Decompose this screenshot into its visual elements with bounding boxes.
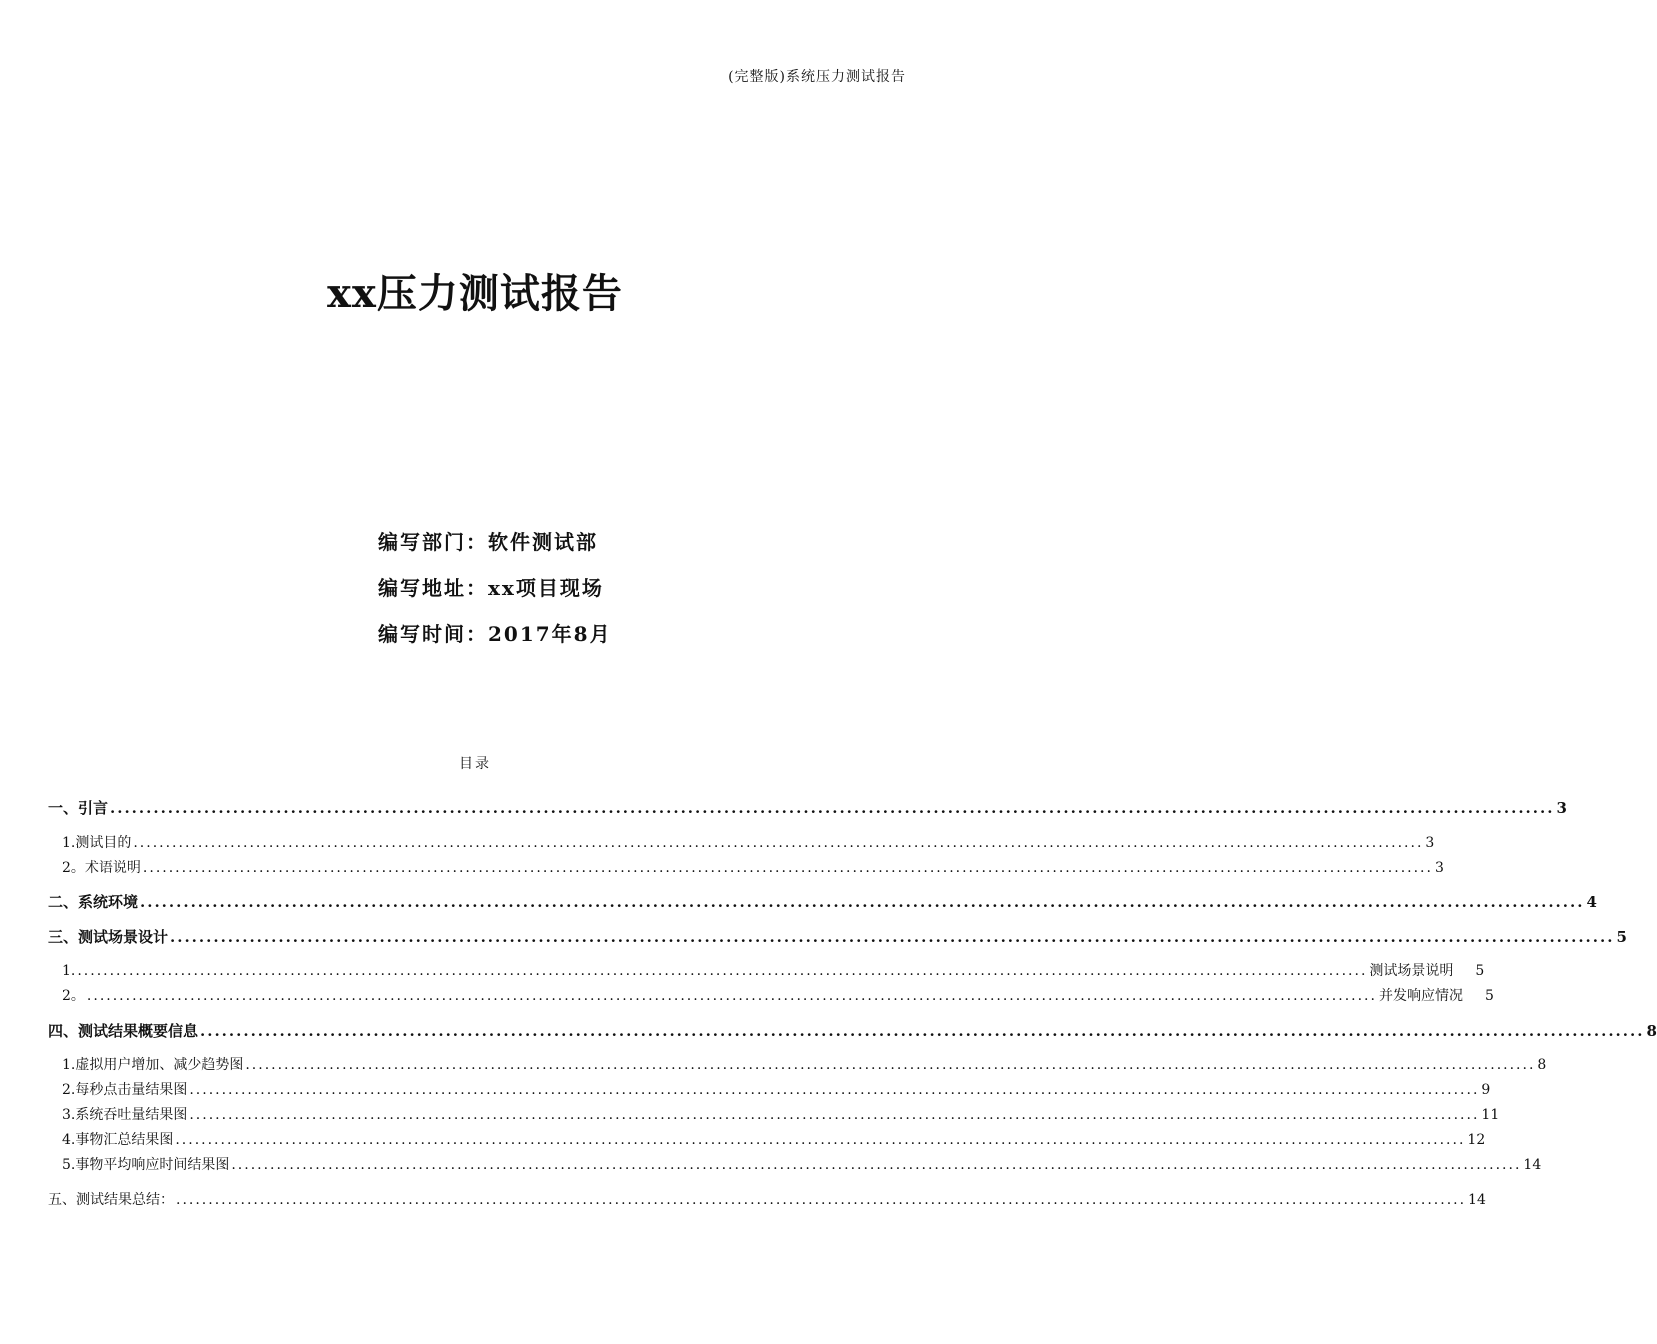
toc-leader-dots: ........................................................................................................................................................................................................ xyxy=(133,835,1424,851)
toc-entry-text: 1.测试目的 xyxy=(62,835,132,851)
toc-entry-text: 二、系统环境 xyxy=(48,893,139,911)
toc-entry-page: 11 xyxy=(1481,1107,1500,1123)
toc-entry[interactable] xyxy=(48,1189,1486,1209)
toc-leader-dots: ........................................................................................................................................................................................................ xyxy=(245,1057,1536,1073)
toc-entry-page: 8 xyxy=(1537,1057,1547,1073)
toc-entry-text: 事物平均响应时间结果图 xyxy=(75,1157,230,1173)
toc-leader-dots: ........................................................................................................................................................................................................ xyxy=(176,1192,1467,1208)
toc-entry[interactable] xyxy=(62,985,1494,1005)
toc-entry[interactable] xyxy=(62,1129,1486,1149)
toc-entry[interactable] xyxy=(48,797,1567,818)
toc-entry[interactable] xyxy=(62,1054,1547,1074)
meta-date-label: 编写时间： xyxy=(378,622,488,646)
meta-date-value: 2017年8月 xyxy=(488,622,612,646)
toc-entry-number: 2。 xyxy=(62,988,85,1004)
document-title: xx压力测试报告 xyxy=(327,270,623,317)
meta-department xyxy=(378,526,598,555)
toc-entry[interactable] xyxy=(48,1020,1657,1041)
toc-entry[interactable] xyxy=(62,857,1444,877)
toc-leader-dots: ........................................................................................................................................................................................................ xyxy=(189,1107,1480,1123)
meta-address-value: xx项目现场 xyxy=(488,576,604,600)
toc-entry-text: 虚拟用户增加、减少趋势图 xyxy=(75,1057,244,1073)
toc-entry[interactable] xyxy=(48,926,1627,947)
meta-date xyxy=(378,618,612,647)
toc-leader-dots: ........................................................................................................................................................................................................ xyxy=(200,1022,1645,1040)
toc-entry-text: 每秒点击量结果图 xyxy=(75,1082,188,1098)
meta-address-label: 编写地址： xyxy=(378,576,488,600)
toc-entry-page: 3 xyxy=(1434,860,1444,876)
toc-entry-number: 2. xyxy=(62,1082,76,1098)
toc-entry-number: 1. xyxy=(62,963,76,979)
meta-department-value: 软件测试部 xyxy=(488,530,598,554)
toc-entry-text: 一、引言 xyxy=(48,799,109,817)
toc-entry-text: 并发响应情况 xyxy=(1378,988,1463,1004)
toc-entry-text: 事物汇总结果图 xyxy=(75,1132,174,1148)
toc-entry[interactable] xyxy=(62,1154,1542,1174)
toc-entry[interactable] xyxy=(62,1079,1491,1099)
toc-entry[interactable] xyxy=(48,891,1597,912)
toc-entry[interactable] xyxy=(62,1104,1500,1124)
toc-entry-text: 四、测试结果概要信息 xyxy=(48,1022,199,1040)
toc-entry-number: 5. xyxy=(62,1157,76,1173)
toc-leader-dots: ........................................................................................................................................................................................................ xyxy=(86,988,1377,1004)
toc-entry-page: 4 xyxy=(1586,893,1597,911)
toc-leader-dots: ........................................................................................................................................................................................................ xyxy=(231,1157,1522,1173)
toc-leader-dots: ........................................................................................................................................................................................................ xyxy=(175,1132,1466,1148)
toc-entry-page: 8 xyxy=(1646,1022,1657,1040)
toc-entry-text: 系统吞吐量结果图 xyxy=(75,1107,188,1123)
toc-entry-number: 4. xyxy=(62,1132,76,1148)
toc-entry-page: 3 xyxy=(1556,799,1567,817)
toc-entry-page: 3 xyxy=(1425,835,1435,851)
toc-leader-dots: ........................................................................................................................................................................................................ xyxy=(77,963,1368,979)
toc-leader-dots: ........................................................................................................................................................................................................ xyxy=(142,860,1433,876)
toc-entry-page: 14 xyxy=(1523,1157,1542,1173)
toc-entry-page: 12 xyxy=(1467,1132,1486,1148)
meta-department-label: 编写部门： xyxy=(378,530,488,554)
toc-entry-page: 5 xyxy=(1475,963,1485,979)
toc-entry-text: 五、测试结果总结： xyxy=(48,1192,174,1208)
toc-entry-page: 9 xyxy=(1481,1082,1491,1098)
toc-entry-text: 测试场景说明 xyxy=(1369,963,1454,979)
toc-leader-dots: ........................................................................................................................................................................................................ xyxy=(110,799,1555,817)
toc-entry-number: 1. xyxy=(62,1057,76,1073)
toc-entry-text: 2。术语说明 xyxy=(62,860,141,876)
toc-leader-dots: ........................................................................................................................................................................................................ xyxy=(140,893,1585,911)
toc-leader-dots: ........................................................................................................................................................................................................ xyxy=(170,928,1615,946)
toc-entry[interactable] xyxy=(62,960,1485,980)
toc-entry-page: 5 xyxy=(1484,988,1494,1004)
toc-heading: 目录 xyxy=(459,756,491,772)
toc-entry-page: 5 xyxy=(1616,928,1627,946)
toc-entry-page: 14 xyxy=(1468,1192,1486,1208)
meta-address xyxy=(378,572,604,601)
toc-entry-number: 3. xyxy=(62,1107,76,1123)
page-header-note: (完整版)系统压力测试报告 xyxy=(728,69,906,85)
toc-leader-dots: ........................................................................................................................................................................................................ xyxy=(189,1082,1480,1098)
toc-entry[interactable] xyxy=(62,832,1435,852)
toc-entry-text: 三、测试场景设计 xyxy=(48,928,169,946)
